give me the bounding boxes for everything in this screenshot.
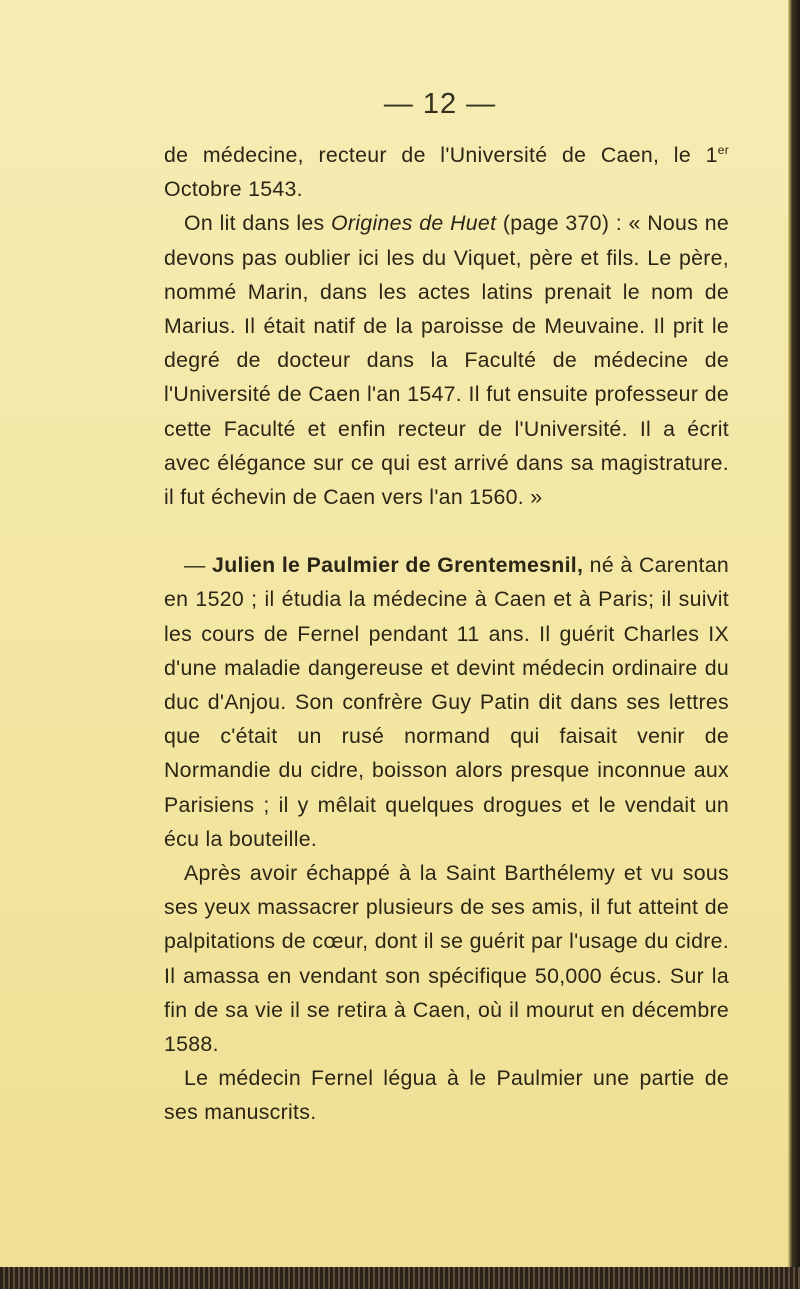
paragraph-3 bbox=[164, 548, 729, 856]
page-number: — 12 — bbox=[383, 88, 497, 120]
person-name: Julien le Paulmier de Grentemesnil, bbox=[212, 553, 584, 578]
scan-bottom-border bbox=[0, 1267, 800, 1289]
paragraph-4: Après avoir échappé à la Saint Barthélemy et vu sous ses yeux massacrer plusieurs de ses amis, il fut atteint de palpitations de cœur, dont il se guérit par l'usage du cidre. Il amassa en vendant son spécifique 50,000 écus. Sur la fin de sa vie il se retira à Caen, où il mourut en décembre 1588. bbox=[164, 861, 729, 1057]
work-title: Origines de Huet bbox=[331, 211, 497, 236]
paragraph-2-pre: On lit dans les bbox=[184, 211, 332, 236]
paragraph-2 bbox=[164, 206, 729, 514]
paragraph-1 bbox=[164, 138, 729, 206]
paragraph-2-quote: (page 370) : « Nous ne devons pas oublier ici les du Viquet, père et fils. Le père, nommé Marin, dans les actes latins prenait le nom de Marius. Il était natif de la paroisse de Meuvaine. Il prit le degré de docteur dans la Faculté de médecine de l'Université de Caen l'an 1547. Il fut ensuite professeur de cette Faculté et enfin recteur de l'Université. Il a écrit avec élégance sur ce qui est arrivé dans sa magistrature. il fut échevin de Caen vers l'an 1560. » bbox=[164, 211, 729, 510]
paragraph-5: Le médecin Fernel légua à le Paulmier une partie de ses manuscrits. bbox=[164, 1066, 729, 1125]
paragraph-3-text: né à Carentan en 1520 ; il étudia la médecine à Caen et à Paris; il suivit les cours de Fernel pendant 11 ans. Il guérit Charles IX d'une maladie dangereuse et devint médecin ordinaire du duc d'Anjou. Son confrère Guy Patin dit dans ses lettres que c'était un rusé normand qui faisait venir de Normandie du cidre, boisson alors presque inconnue aux Parisiens ; il y mêlait quelques drogues et le vendait un écu la bouteille. bbox=[164, 553, 729, 851]
page-body bbox=[164, 138, 729, 1130]
paragraph-1-text: de médecine, recteur de l'Université de Caen, le 1 bbox=[164, 143, 718, 167]
paragraph-1-tail: Octobre 1543. bbox=[164, 177, 303, 202]
ordinal-superscript: er bbox=[717, 142, 729, 157]
page-edge-shadow bbox=[788, 0, 800, 1289]
paragraph-3-dash: — bbox=[184, 553, 213, 578]
